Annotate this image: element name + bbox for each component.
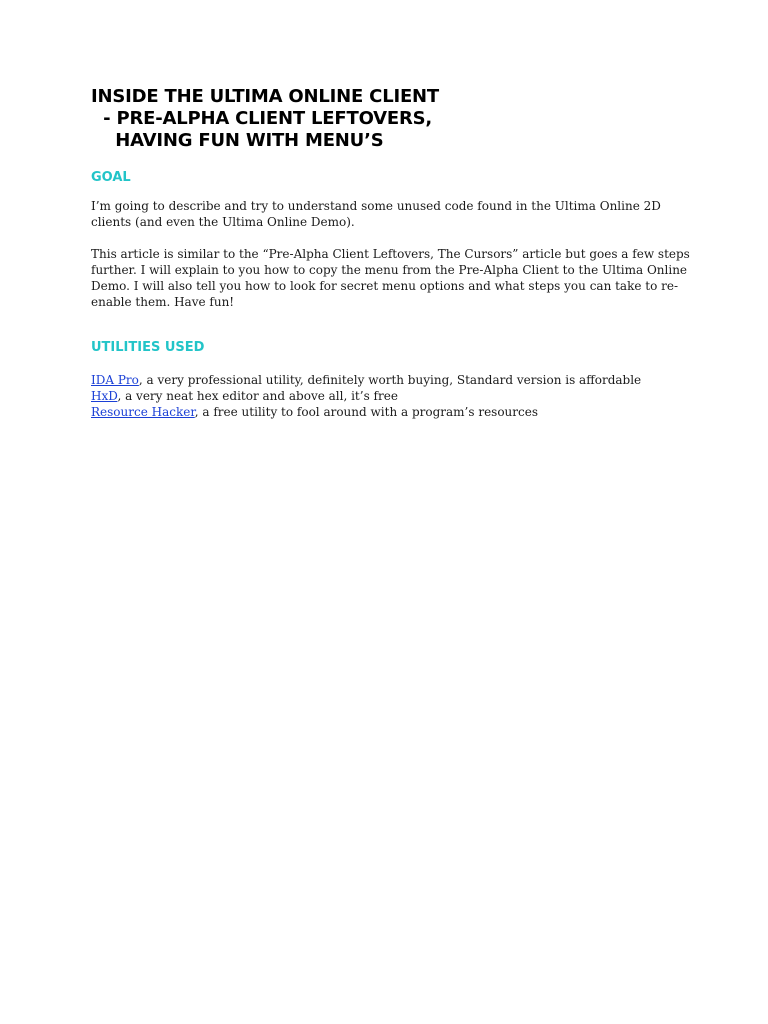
resource-hacker-link[interactable]: Resource Hacker <box>91 405 195 419</box>
utility-item-hxd <box>91 388 691 404</box>
utilities-list <box>91 372 691 420</box>
utility-item-resource-hacker <box>91 404 691 420</box>
goal-heading: GOAL <box>91 170 131 185</box>
ida-pro-link[interactable]: IDA Pro <box>91 373 139 387</box>
document-page <box>91 86 691 420</box>
goal-paragraph-2: This article is similar to the “Pre-Alpha Client Leftovers, The Cursors” article but goes a few steps further. I will explain to you how to copy the menu from the Pre-Alpha Client to the Ultima Online Demo. I will also tell you how to look for secret menu options and what steps you can take to re-enable them. Have fun! <box>91 247 690 309</box>
utility-description: , a very neat hex editor and above all, it’s free <box>117 389 398 403</box>
document-title <box>91 86 691 152</box>
goal-paragraph-1: I’m going to describe and try to understand some unused code found in the Ultima Online 2D clients (and even the Ultima Online Demo). <box>91 199 661 229</box>
utilities-heading: UTILITIES USED <box>91 340 205 355</box>
title-line-2: - PRE-ALPHA CLIENT LEFTOVERS, <box>91 108 433 129</box>
title-line-3: HAVING FUN WITH MENU’S <box>91 130 384 151</box>
utility-description: , a free utility to fool around with a program’s resources <box>194 405 539 419</box>
utility-description: , a very professional utility, definitely worth buying, Standard version is affordable <box>138 373 642 387</box>
hxd-link[interactable]: HxD <box>91 389 118 403</box>
utility-item-ida-pro <box>91 372 691 388</box>
title-line-1: INSIDE THE ULTIMA ONLINE CLIENT <box>91 86 439 107</box>
